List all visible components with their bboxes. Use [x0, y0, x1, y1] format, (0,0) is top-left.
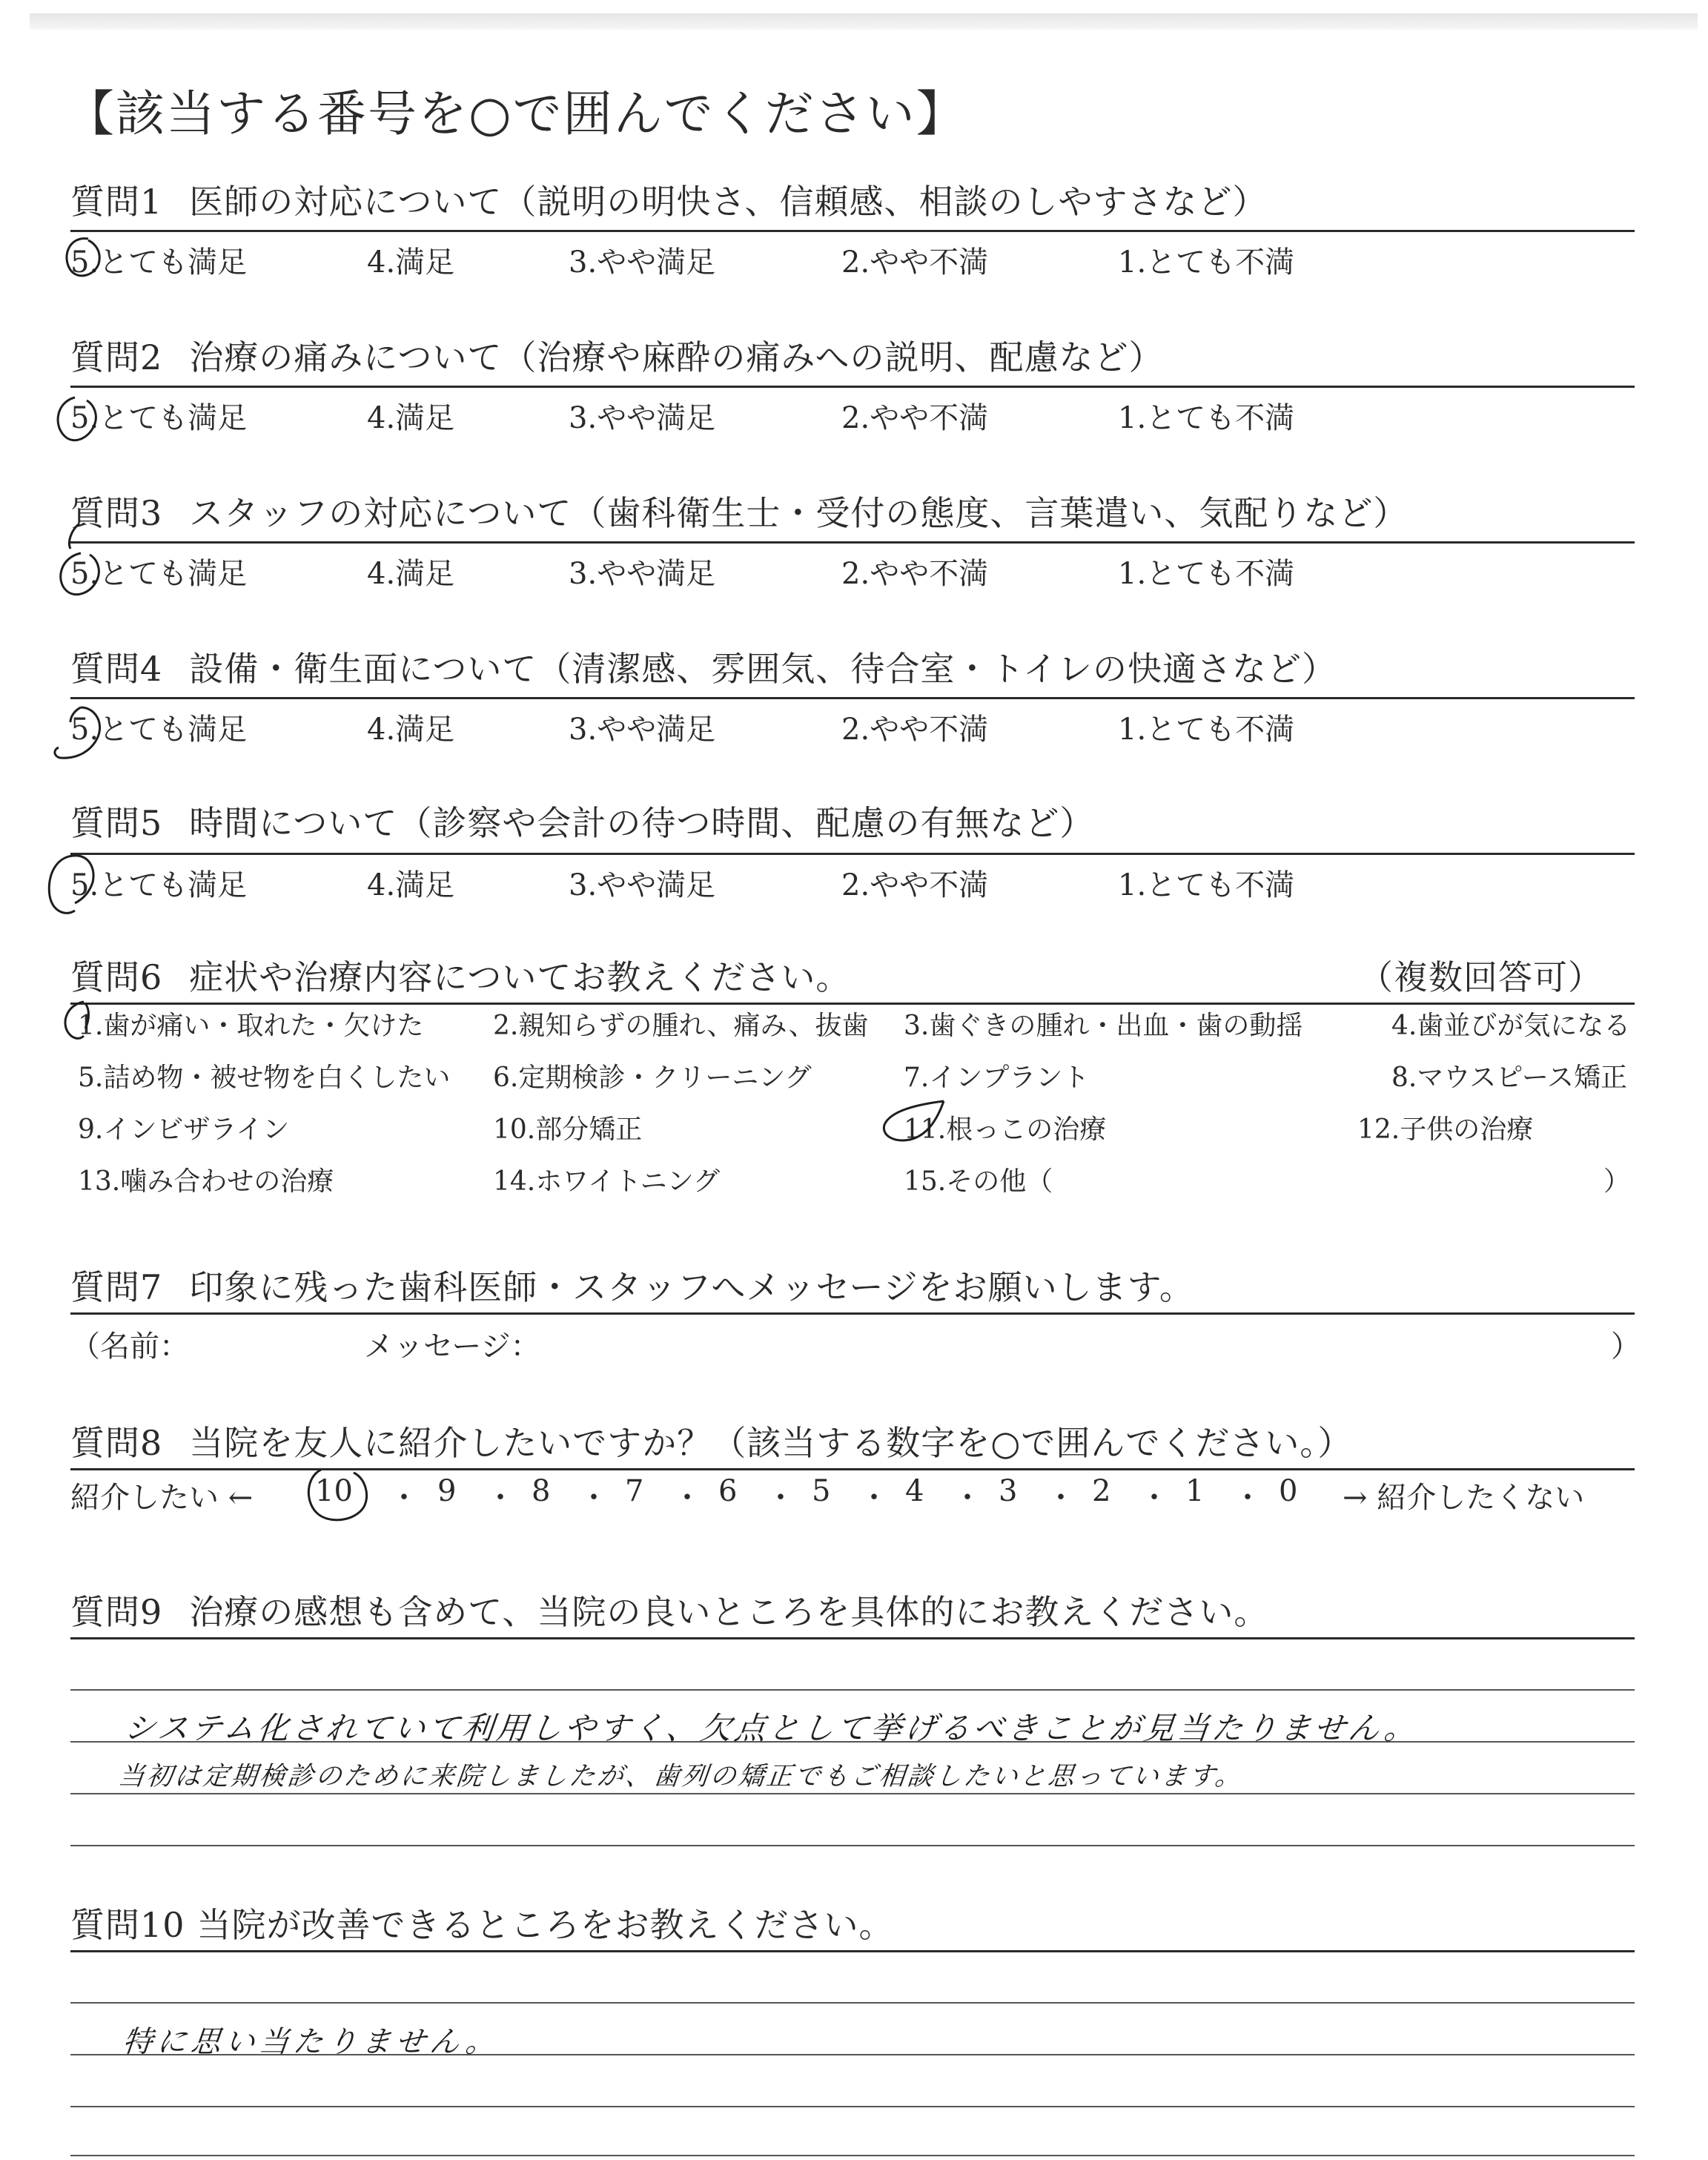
- option-1[interactable]: 1.とても不満: [1118, 713, 1295, 747]
- writing-line: [70, 2002, 1635, 2004]
- question-number: 質問8: [70, 1423, 163, 1463]
- symptom-option-8[interactable]: 8.マウスピース矯正: [1391, 1063, 1628, 1093]
- question-text: 設備・衛生面について（清潔感、雰囲気、待合室・トイレの快適さなど）: [189, 649, 1337, 689]
- score-6[interactable]: 6: [718, 1474, 738, 1508]
- scan-edge-shade: [30, 13, 1698, 30]
- question-number: 質問1: [70, 182, 163, 222]
- score-9[interactable]: 9: [437, 1474, 457, 1508]
- score-5[interactable]: 5: [812, 1474, 831, 1508]
- handwritten-improvement-answer: 特に思い当たりません。: [121, 2025, 502, 2059]
- symptom-option-5[interactable]: 5.詰め物・被せ物を白くしたい: [78, 1063, 451, 1093]
- handwritten-answer-line-1: システム化されていて利用しやすく、欠点として挙げるべきことが見当たりません。: [122, 1710, 1420, 1746]
- question-number: 質問7: [70, 1267, 163, 1307]
- symptom-option-1[interactable]: 1.歯が痛い・取れた・欠けた: [78, 1011, 424, 1041]
- score-8[interactable]: 8: [532, 1474, 551, 1508]
- message-close-paren: ）: [1611, 1330, 1641, 1364]
- separator: ・: [859, 1481, 889, 1515]
- symptom-option-3[interactable]: 3.歯ぐきの腫れ・出血・歯の動揺: [904, 1011, 1303, 1041]
- symptom-option-14[interactable]: 14.ホワイトニング: [493, 1166, 721, 1197]
- writing-line: [70, 1845, 1635, 1846]
- recommend-left-label: 紹介したい ←: [70, 1481, 254, 1515]
- option-2[interactable]: 2.やや不満: [841, 245, 989, 280]
- question-text: 症状や治療内容についてお教えください。: [189, 957, 851, 997]
- score-4[interactable]: 4: [905, 1474, 924, 1508]
- symptom-option-11[interactable]: 11.根っこの治療: [904, 1114, 1107, 1145]
- question-number: 質問3: [70, 493, 163, 533]
- option-3[interactable]: 3.やや満足: [569, 713, 716, 747]
- option-1[interactable]: 1.とても不満: [1118, 868, 1295, 902]
- score-1[interactable]: 1: [1185, 1474, 1205, 1508]
- separator: ・: [1139, 1481, 1169, 1515]
- score-3[interactable]: 3: [999, 1474, 1018, 1508]
- option-4[interactable]: 4.満足: [367, 868, 455, 902]
- name-label: （名前：: [70, 1330, 189, 1364]
- question-text: 印象に残った歯科医師・スタッフへメッセージをお願いします。: [189, 1267, 1194, 1307]
- option-4[interactable]: 4.満足: [367, 713, 455, 747]
- option-4[interactable]: 4.満足: [367, 401, 455, 435]
- question-number: 質問10: [70, 1905, 185, 1945]
- option-3[interactable]: 3.やや満足: [569, 401, 716, 435]
- writing-line: [70, 1689, 1635, 1691]
- separator: ・: [953, 1481, 982, 1515]
- question-text: スタッフの対応について（歯科衛生士・受付の態度、言葉遣い、気配りなど）: [189, 493, 1409, 533]
- symptom-option-6[interactable]: 6.定期検診・クリーニング: [493, 1063, 812, 1093]
- writing-line: [70, 1793, 1635, 1794]
- symptom-option-15[interactable]: 15.その他（: [904, 1166, 1053, 1197]
- separator: ・: [766, 1481, 795, 1515]
- divider: [70, 1637, 1635, 1639]
- option-2[interactable]: 2.やや不満: [841, 713, 989, 747]
- option-5[interactable]: 5.とても満足: [70, 557, 248, 591]
- option-2[interactable]: 2.やや不満: [841, 868, 989, 902]
- form-title: 【該当する番号を○で囲んでください】: [65, 85, 967, 142]
- divider: [70, 230, 1635, 232]
- option-4[interactable]: 4.満足: [367, 557, 455, 591]
- divider: [70, 697, 1635, 699]
- option-5[interactable]: 5.とても満足: [70, 401, 248, 435]
- score-10[interactable]: 10: [315, 1474, 353, 1508]
- question-text: 当院を友人に紹介したいですか？（該当する数字を○で囲んでください。）: [189, 1423, 1353, 1463]
- separator: ・: [579, 1481, 609, 1515]
- score-2[interactable]: 2: [1092, 1474, 1111, 1508]
- question-text: 治療の感想も含めて、当院の良いところを具体的にお教えください。: [189, 1592, 1269, 1632]
- separator: ・: [1233, 1481, 1262, 1515]
- question-number: 質問5: [70, 803, 163, 843]
- symptom-option-4[interactable]: 4.歯並びが気になる: [1391, 1011, 1631, 1041]
- symptom-option-7[interactable]: 7.インプラント: [904, 1063, 1090, 1093]
- symptom-option-13[interactable]: 13.噛み合わせの治療: [78, 1166, 334, 1197]
- multiple-answers-note: （複数回答可）: [1359, 957, 1603, 997]
- symptom-option-9[interactable]: 9.インビザライン: [78, 1114, 290, 1145]
- divider: [70, 853, 1635, 855]
- recommend-right-label: → 紹介したくない: [1343, 1481, 1585, 1515]
- separator: ・: [672, 1481, 702, 1515]
- symptom-option-2[interactable]: 2.親知らずの腫れ、痛み、抜歯: [493, 1011, 869, 1041]
- handwritten-answer-line-2: 当初は定期検診のために来院しましたが、歯列の矯正でもご相談したいと思っています。: [116, 1762, 1245, 1791]
- option-3[interactable]: 3.やや満足: [569, 557, 716, 591]
- question-number: 質問2: [70, 337, 163, 377]
- option-2[interactable]: 2.やや不満: [841, 401, 989, 435]
- option-1[interactable]: 1.とても不満: [1118, 557, 1295, 591]
- option-3[interactable]: 3.やや満足: [569, 245, 716, 280]
- score-7[interactable]: 7: [625, 1474, 644, 1508]
- question-text: 治療の痛みについて（治療や麻酔の痛みへの説明、配慮など）: [189, 337, 1164, 377]
- question-number: 質問4: [70, 649, 163, 689]
- option-1[interactable]: 1.とても不満: [1118, 245, 1295, 280]
- symptom-option-12[interactable]: 12.子供の治療: [1357, 1114, 1534, 1145]
- divider: [70, 541, 1635, 544]
- separator: ・: [1046, 1481, 1076, 1515]
- option-1[interactable]: 1.とても不満: [1118, 401, 1295, 435]
- option-4[interactable]: 4.満足: [367, 245, 455, 280]
- writing-line: [70, 2155, 1635, 2156]
- question-number: 質問9: [70, 1592, 163, 1632]
- question-text: 時間について（診察や会計の待つ時間、配慮の有無など）: [189, 803, 1095, 843]
- question-text: 当院が改善できるところをお教えください。: [196, 1905, 894, 1945]
- message-label: メッセージ：: [364, 1330, 540, 1364]
- option-2[interactable]: 2.やや不満: [841, 557, 989, 591]
- score-0[interactable]: 0: [1279, 1474, 1298, 1508]
- divider: [70, 1950, 1635, 1952]
- question-text: 医師の対応について（説明の明快さ、信頼感、相談のしやすさなど）: [189, 182, 1268, 222]
- option-5[interactable]: 5.とても満足: [70, 868, 248, 902]
- writing-line: [70, 2106, 1635, 2107]
- separator: ・: [486, 1481, 515, 1515]
- question-number: 質問6: [70, 957, 163, 997]
- option-5[interactable]: 5.とても満足: [70, 713, 248, 747]
- divider: [70, 1468, 1635, 1470]
- other-close-paren: ）: [1603, 1166, 1631, 1197]
- option-3[interactable]: 3.やや満足: [569, 868, 716, 902]
- option-5[interactable]: 5.とても満足: [70, 245, 248, 280]
- divider: [70, 1312, 1635, 1315]
- separator: ・: [389, 1481, 419, 1515]
- symptom-option-10[interactable]: 10.部分矯正: [493, 1114, 643, 1145]
- divider: [70, 386, 1635, 388]
